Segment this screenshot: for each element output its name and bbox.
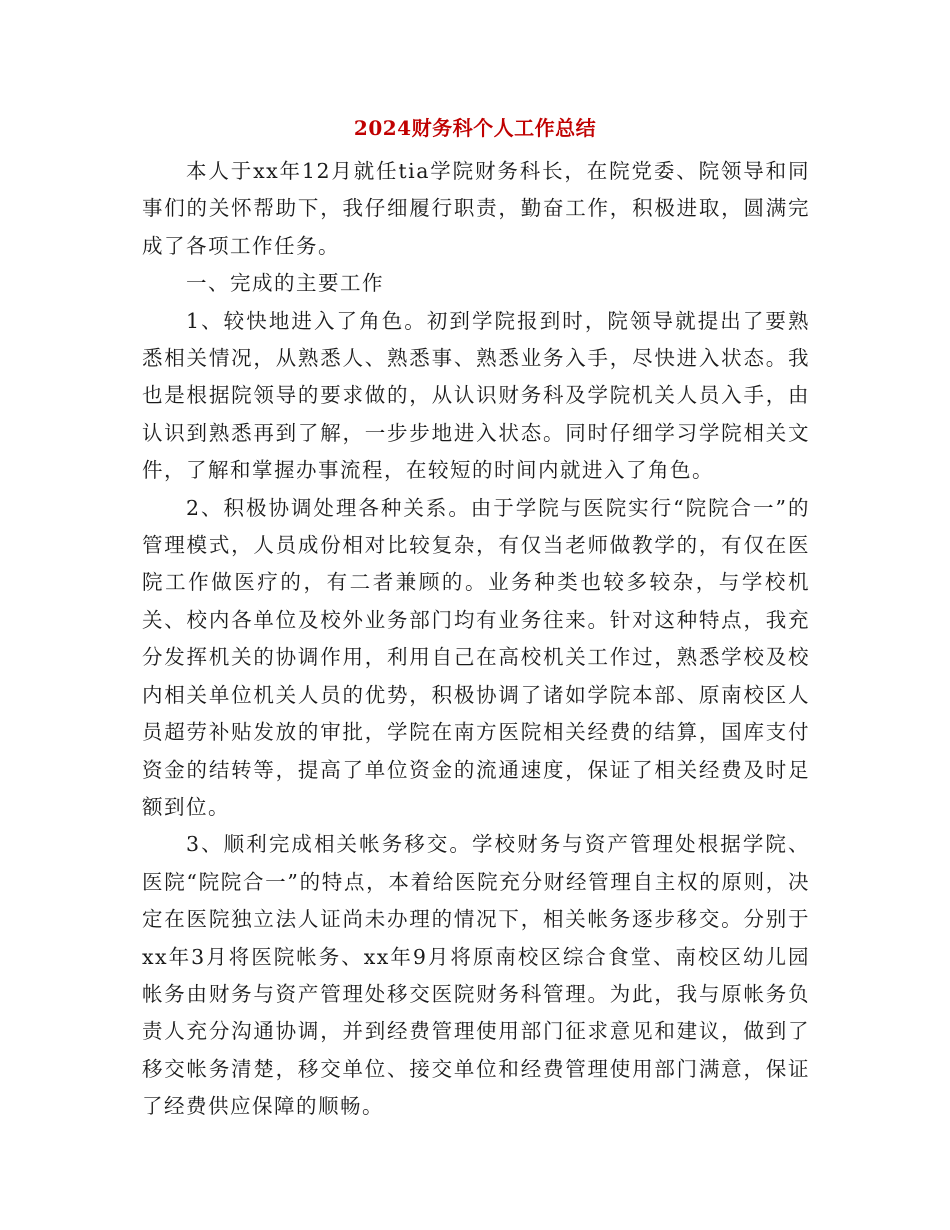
paragraph-item-1: 1、较快地进入了角色。初到学院报到时，院领导就提出了要熟悉相关情况，从熟悉人、熟悉事、熟悉业务入手，尽快进入状态。我也是根据院领导的要求做的，从认识财务科及学院机关人员入手，由认识到熟悉再到了解，一步步地进入状态。同时仔细学习学院相关文件，了解和掌握办事流程，在较短的时间内就进入了角色。 bbox=[142, 308, 810, 483]
paragraph-item-3: 3、顺利完成相关帐务移交。学校财务与资产管理处根据学院、医院“院院合一”的特点，本着给医院充分财经管理自主权的原则，决定在医院独立法人证尚未办理的情况下，相关帐务逐步移交。分别于xx年3月将医院帐务、xx年9月将原南校区综合食堂、南校区幼儿园帐务由财务与资产管理处移交医院财务科管理。为此，我与原帐务负责人充分沟通协调，并到经费管理使用部门征求意见和建议，做到了移交帐务清楚，移交单位、接交单位和经费管理使用部门满意，保证了经费供应保障的顺畅。 bbox=[142, 832, 810, 1119]
document-body bbox=[142, 153, 810, 1126]
paragraph-intro: 本人于xx年12月就任tia学院财务科长，在院党委、院领导和同事们的关怀帮助下，我仔细履行职责，勤奋工作，积极进取，圆满完成了各项工作任务。 bbox=[142, 159, 810, 258]
document-title: 2024财务科个人工作总结 bbox=[353, 116, 597, 140]
paragraph-item-2: 2、积极协调处理各种关系。由于学院与医院实行“院院合一”的管理模式，人员成份相对比较复杂，有仅当老师做教学的，有仅在医院工作做医疗的，有二者兼顾的。业务种类也较多较杂，与学校机关、校内各单位及校外业务部门均有业务往来。针对这种特点，我充分发挥机关的协调作用，利用自己在高校机关工作过，熟悉学校及校内相关单位机关人员的优势，积极协调了诸如学院本部、原南校区人员超劳补贴发放的审批，学院在南方医院相关经费的结算，国库支付资金的结转等，提高了单位资金的流通速度，保证了相关经费及时足额到位。 bbox=[142, 495, 810, 819]
section-heading-main-work: 一、完成的主要工作 bbox=[186, 271, 384, 296]
